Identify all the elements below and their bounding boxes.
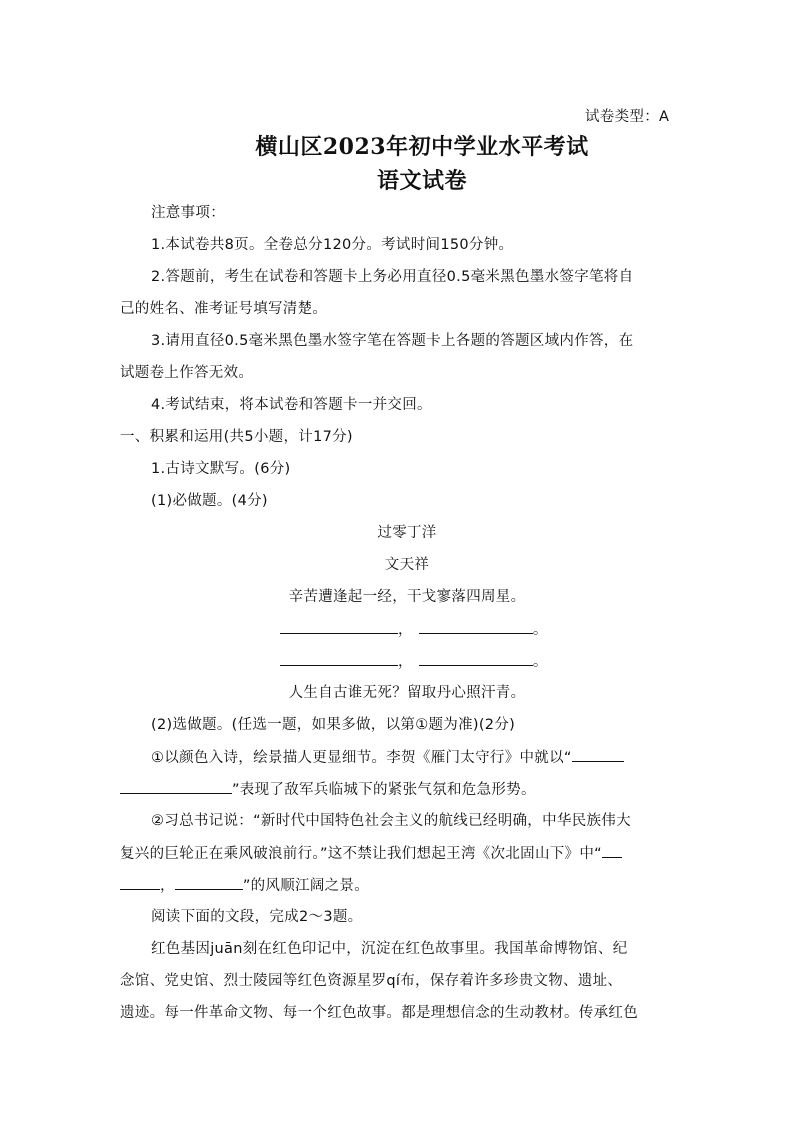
blank-comma: ， [398, 654, 413, 670]
notice-item-3: 3.请用直径0.5毫米黑色墨水签字笔在答题卡上各题的答题区域内作答，在 [151, 333, 634, 349]
blank-period: 。 [532, 622, 548, 638]
paper-type-label: 试卷类型：A [585, 109, 670, 125]
option-2-text: 复兴的巨轮正在乘风破浪前行。”这不禁让我们想起王湾《次北固山下》中“ [120, 846, 602, 862]
answer-blank[interactable] [419, 651, 533, 666]
question-1-part-2: (2)选做题。(任选一题，如果多做，以第①题为准)(2分) [151, 717, 516, 733]
poem-line-last: 人生自古谁无死？留取丹心照汗青。 [288, 685, 526, 701]
question-1-part-1: (1)必做题。(4分) [151, 493, 268, 509]
option-1-text: ①以颜色入诗，绘景描人更显细节。李贺《雁门太守行》中就以“ [151, 750, 572, 766]
answer-blank[interactable] [120, 779, 232, 794]
passage-line-2: 念馆、党史馆、烈士陵园等红色资源星罗qí布，保存着许多珍贵文物、遗址、 [120, 973, 623, 989]
exam-title: 横山区2023年初中学业水平考试 [255, 134, 589, 160]
notice-item-2: 2.答题前，考生在试卷和答题卡上务必用直径0.5毫米黑色墨水签字笔将自 [151, 269, 634, 285]
notice-heading: 注意事项： [151, 205, 225, 221]
option-1-tail: ”表现了敌军兵临城下的紧张气氛和危急形势。 [232, 782, 536, 798]
exam-subject-title: 语文试卷 [376, 168, 467, 194]
reading-intro: 阅读下面的文段，完成2～3题。 [151, 909, 363, 925]
option-2-cont [120, 843, 622, 864]
option-1-cont [120, 779, 536, 800]
question-1: 1.古诗文默写。(6分) [151, 461, 291, 477]
option-2: ②习总书记说：“新时代中国特色社会主义的航线已经明确，中华民族伟大 [151, 813, 631, 829]
poem-line-1: 辛苦遭逢起一经，干戈寥落四周星。 [288, 589, 526, 605]
poem-author: 文天祥 [384, 557, 430, 573]
passage-line-1: 红色基因juān刻在红色印记中，沉淀在红色故事里。我国革命博物馆、纪 [151, 941, 628, 957]
poem-blank-row-1 [280, 619, 548, 640]
section-heading: 一、积累和运用(共5小题，计17分) [120, 429, 353, 445]
blank-comma: ， [398, 622, 413, 638]
answer-blank[interactable] [175, 875, 243, 890]
notice-item-2-cont: 己的姓名、准考证号填写清楚。 [120, 301, 328, 317]
answer-blank[interactable] [602, 843, 622, 858]
poem-title: 过零丁洋 [377, 525, 437, 541]
option-2-cont-2 [120, 875, 369, 896]
poem-blank-row-2 [280, 651, 548, 672]
answer-blank[interactable] [572, 747, 624, 762]
blank-comma: ， [160, 878, 175, 894]
answer-blank[interactable] [419, 619, 533, 634]
answer-blank[interactable] [120, 875, 160, 890]
option-1 [151, 747, 624, 768]
option-2-tail: ”的风顺江阔之景。 [242, 878, 370, 894]
answer-blank[interactable] [280, 619, 398, 634]
blank-period: 。 [532, 654, 548, 670]
passage-line-3: 遗迹。每一件革命文物、每一个红色故事。都是理想信念的生动教材。传承红色 [120, 1005, 638, 1021]
notice-item-4: 4.考试结束，将本试卷和答题卡一并交回。 [151, 397, 432, 413]
notice-item-3-cont: 试题卷上作答无效。 [120, 365, 254, 381]
notice-item-1: 1.本试卷共8页。全卷总分120分。考试时间150分钟。 [151, 237, 514, 253]
answer-blank[interactable] [280, 651, 398, 666]
